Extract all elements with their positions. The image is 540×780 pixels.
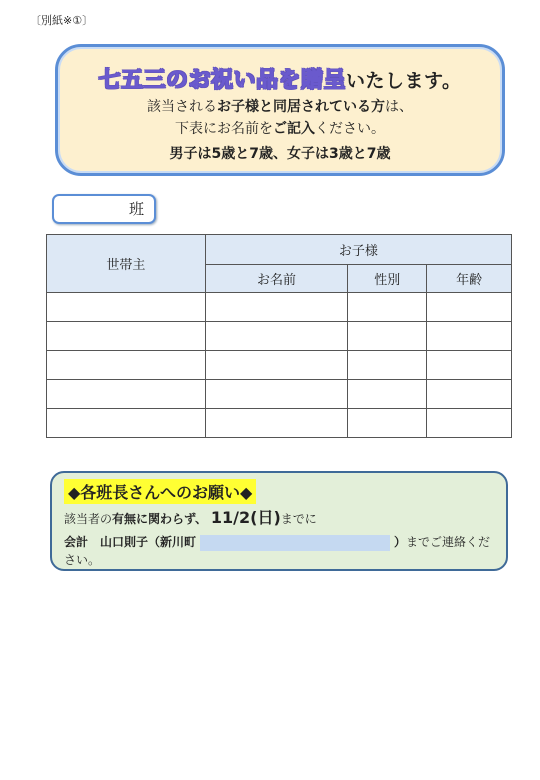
banner-age-rule: 男子は5歳と7歳、女子は3歳と7歳 — [169, 146, 391, 162]
han-field[interactable] — [52, 194, 156, 224]
cell-name[interactable] — [205, 293, 348, 322]
header-age: 年齢 — [427, 265, 512, 293]
header-gender: 性別 — [348, 265, 427, 293]
cell-age[interactable] — [427, 322, 512, 351]
banner-line2-c: ください。 — [315, 121, 385, 137]
contact-person: 会計 山口則子（新川町 — [64, 535, 197, 549]
notice-line1-b: 有無に関わらず、 — [112, 512, 208, 526]
notice-line-3: さい。 — [64, 553, 101, 567]
notice-line1-c: までに — [280, 512, 317, 526]
cell-householder[interactable] — [47, 293, 206, 322]
banner-line-2 — [58, 120, 502, 138]
cell-gender[interactable] — [348, 351, 427, 380]
table-row — [47, 322, 512, 351]
header-householder: 世帯主 — [47, 235, 206, 293]
redacted-block — [200, 535, 390, 551]
cell-householder[interactable] — [47, 322, 206, 351]
han-label: 班 — [128, 200, 144, 218]
cell-gender[interactable] — [348, 322, 427, 351]
banner-line1-a: 該当される — [147, 99, 217, 115]
leader-notice-box — [50, 471, 508, 571]
announcement-banner — [55, 44, 505, 176]
cell-age[interactable] — [427, 351, 512, 380]
notice-line-1 — [64, 509, 494, 528]
header-child: お子様 — [205, 235, 511, 265]
banner-line1-b: お子様と同居されている方 — [217, 99, 385, 115]
cell-age[interactable] — [427, 380, 512, 409]
notice-line-2 — [64, 533, 494, 551]
table-row — [47, 380, 512, 409]
cell-gender[interactable] — [348, 409, 427, 438]
headline-emphasis: 七五三のお祝い品を贈呈 — [98, 68, 347, 93]
table-row — [47, 293, 512, 322]
banner-line1-c: は、 — [385, 99, 413, 115]
notice-line2-c: までご連絡くだ — [406, 535, 491, 549]
cell-gender[interactable] — [348, 293, 427, 322]
contact-close-paren: ） — [394, 535, 407, 549]
cell-name[interactable] — [205, 409, 348, 438]
banner-headline — [58, 63, 502, 94]
cell-householder[interactable] — [47, 351, 206, 380]
banner-line2-a: 下表にお名前を — [175, 121, 273, 137]
cell-gender[interactable] — [348, 380, 427, 409]
banner-line2-b: ご記入 — [273, 121, 315, 137]
deadline-date: 11/2(日) — [210, 508, 281, 527]
cell-name[interactable] — [205, 351, 348, 380]
attachment-label: 〔別紙※①〕 — [30, 14, 94, 27]
cell-householder[interactable] — [47, 409, 206, 438]
cell-name[interactable] — [205, 380, 348, 409]
roster-table — [46, 234, 512, 438]
banner-line-1 — [58, 98, 502, 116]
cell-age[interactable] — [427, 409, 512, 438]
cell-householder[interactable] — [47, 380, 206, 409]
header-name: お名前 — [205, 265, 348, 293]
notice-title: ◆各班長さんへのお願い◆ — [64, 479, 256, 504]
notice-line1-a: 該当者の — [64, 512, 113, 526]
table-row — [47, 351, 512, 380]
cell-age[interactable] — [427, 293, 512, 322]
headline-rest: いたします。 — [346, 70, 462, 92]
cell-name[interactable] — [205, 322, 348, 351]
table-row — [47, 409, 512, 438]
